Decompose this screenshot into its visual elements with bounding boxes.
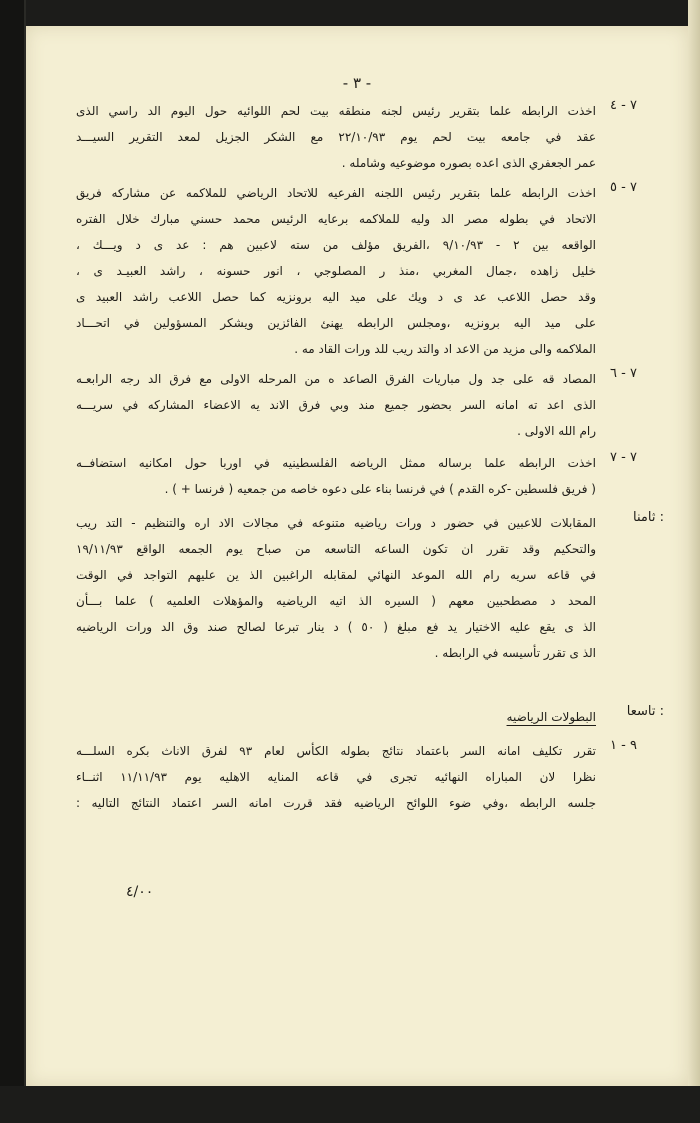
text-line: رام الله الاولى . xyxy=(517,424,596,438)
item-text xyxy=(76,510,596,666)
item-number: ٧ - ٦ xyxy=(610,366,637,381)
item-text xyxy=(76,366,596,444)
text-line: تقرر تكليف امانه السر باعتماد نتائج بطوله الكأس لعام ٩٣ لفرق الاناث بكره السلـــه xyxy=(76,744,596,758)
text-line: في قاعه سريه رام الله الموعد النهائي لمقابله الراغبين الذ ين عليهم التواجد في الوقت xyxy=(76,568,596,582)
item-text xyxy=(76,738,596,816)
text-line: الملاكمه والى مزيد من الاعد اد والتد ريب للد ورات القاد مه . xyxy=(294,342,596,356)
item-text xyxy=(76,98,596,176)
text-line: المصاد قه على جد ول مباريات الفرق الصاعد ه من المرحله الاولى مع فرق الد رجه الرابعـه xyxy=(76,372,596,386)
text-line: الذ ى يقع عليه الاختيار يد فع مبلغ ( ٥٠ ) د ينار تبرعا لصالح صند وق الد ورات الرياضيه xyxy=(76,620,596,634)
text-line: الذ ى تقرر تأسيسه في الرابطه . xyxy=(434,646,596,660)
item-number: ٧ - ٤ xyxy=(610,98,637,113)
text-line: المقابلات للاعبين في حضور د ورات رياضيه متنوعه في مجالات الاد اره والتنظيم - التد ريب xyxy=(76,516,596,530)
item-number: ٧ - ٧ xyxy=(610,450,637,465)
footer-code: ٤/٠٠ xyxy=(126,884,154,900)
document-page xyxy=(26,26,688,1086)
text-line: خليل زاهده ،جمال المغربي ،منذ ر المصلوجي ، انور حسونه ، راشد العبيـد ى ، xyxy=(76,264,596,278)
item-text xyxy=(76,450,596,502)
text-line: اخذت الرابطه علما بتقرير رئيس اللجنه الفرعيه للاتحاد الرياضي للملاكمه عن مشاركه فريق xyxy=(76,186,596,200)
text-line: الذى اعد ته امانه السر بحضور جميع مند وبي فرق الاند يه الاعضاء المشاركه في سريـــه xyxy=(76,398,596,412)
text-line: الاتحاد في بطوله مصر الد وليه للملاكمه برعايه الرئيس محمد حسني مبارك خلال الفتره xyxy=(76,212,596,226)
item-text xyxy=(76,180,596,362)
text-line: عقد في جامعه بيت لحم يوم ٢٢/١٠/٩٣ مع الشكر الجزيل لمعد التقرير السيـــد xyxy=(76,130,596,144)
text-line: الواقعه بين ٢ - ٩/١٠/٩٣ ،الفريق مؤلف من سته لاعبين هم : عد ى د ويـــك ، xyxy=(76,238,596,252)
page-edge-right xyxy=(688,0,700,1123)
page-number: - ٣ - xyxy=(342,74,372,92)
binder-edge xyxy=(0,0,26,1123)
text-line: جلسه الرابطه ،وفي ضوء اللوائح الرياضيه فقد قررت امانه السر اعتماد النتائج التاليه : xyxy=(76,796,596,810)
item-number: ٧ - ٥ xyxy=(610,180,637,195)
item-number: ٩ - ١ xyxy=(610,738,637,753)
text-line: المحد د مصطحبين معهم ( السيره الذ اتيه الرياضيه والمؤهلات العلميه ) علما بـــأن xyxy=(76,594,596,608)
text-line: اخذت الرابطه علما برساله ممثل الرياضه الفلسطينيه في اوربا حول امكانيه استضافــه xyxy=(76,456,596,470)
section-label: تاسعا : xyxy=(626,704,664,719)
text-line: عمر الجعفري الذى اعده بصوره موضوعيه وشامله . xyxy=(341,156,596,170)
scan-background-bottom xyxy=(0,1086,700,1123)
section-label: ثامنا : xyxy=(633,510,664,525)
text-line: والتحكيم وقد تقرر ان تكون الساعه التاسعه من صباح يوم الجمعه الواقع ١٩/١١/٩٣ xyxy=(76,542,596,556)
text-line: وقد حصل اللاعب عد ى د ويك على ميد اليه برونزيه كما حصل اللاعب راشد العبيد ى xyxy=(76,290,596,304)
text-line: على ميد اليه برونزيه ،ومجلس الرابطه يهنئ الفائزين ويشكر المسؤولين في اتحـــاد xyxy=(76,316,596,330)
text-line: نظرا لان المباراه النهائيه تجرى في قاعه المنايه الاهليه يوم ١١/١١/٩٣ اثنــاء xyxy=(76,770,596,784)
section-heading xyxy=(76,704,596,730)
text-line: اخذت الرابطه علما بتقرير رئيس لجنه منطقه بيت لحم اللوائيه حول اليوم الد راسي الذى xyxy=(76,104,596,118)
text-line: ( فريق فلسطين -كره القدم ) في فرنسا بناء على دعوه خاصه من جمعيه ( فرنسا + ) . xyxy=(164,482,596,496)
heading-text: البطولات الرياضيه xyxy=(506,710,596,724)
